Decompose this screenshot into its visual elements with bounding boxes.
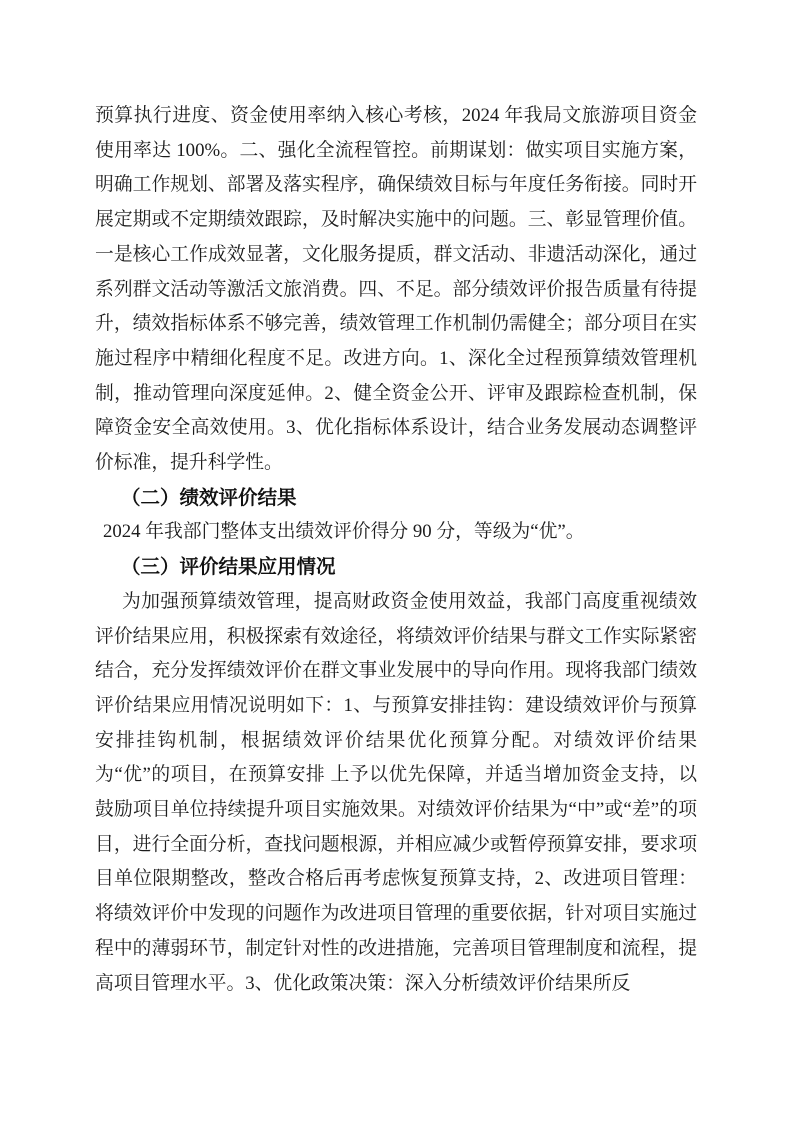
section-heading: （三）评价结果应用情况 xyxy=(121,556,336,579)
section-heading: （二）绩效评价结果 xyxy=(121,486,297,509)
body-paragraph: 为加强预算绩效管理，提高财政资金使用效益，我部门高度重视绩效评价结果应用，积极探索有效途径，将绩效评价结果与群文工作实际紧密结合，充分发挥绩效评价在群文事业发展中的导向作用。现将我部门绩效评价结果应用情况说明如下：1、与预算安排挂钩：建设绩效评价与预算安排挂钩机制，根据绩效评价结果优化预算分配。对绩效评价结果为“优”的项目，在预算安排 上予以优先保障，并适当增加资金支持，以鼓励项目单位持续提升项目实施效果。对绩效评价结果为“中”或“差”的项目，进行全面分析，查找问题根源，并相应减少或暂停预算安排，要求项目单位限期整改，整改合格后再考虑恢复预算支持，2、改进项目管理：将绩效评价中发现的问题作为改进项目管理的重要依据，针对项目实施过程中的薄弱环节，制定针对性的改进措施，完善项目管理制度和流程，提高项目管理水平。3、优化政策决策：深入分析绩效评价结果所反 xyxy=(95,590,697,994)
body-paragraph: 预算执行进度、资金使用率纳入核心考核，2024 年我局文旅游项目资金使用率达 100%。二、强化全流程管控。前期谋划：做实项目实施方案，明确工作规划、部署及落实程序，确保绩效目标与年度任务衔接。同时开展定期或不定期绩效跟踪，及时解决实施中的问题。三、彰显管理价值。一是核心工作成效显著，文化服务提质，群文活动、非遗活动深化，通过系列群文活动等激活文旅消费。四、不足。部分绩效评价报告质量有待提升，绩效指标体系不够完善，绩效管理工作机制仍需健全；部分项目在实施过程序中精细化程度不足。改进方向。1、深化全过程预算绩效管理机制，推动管理向深度延伸。2、健全资金公开、评审及跟踪检查机制，保障资金安全高效使用。3、优化指标体系设计，结合业务发展动态调整评价标准，提升科学性。 xyxy=(95,105,697,474)
body-paragraph: 2024 年我部门整体支出绩效评价得分 90 分，等级为“优”。 xyxy=(103,521,585,543)
document-body xyxy=(95,99,697,1001)
